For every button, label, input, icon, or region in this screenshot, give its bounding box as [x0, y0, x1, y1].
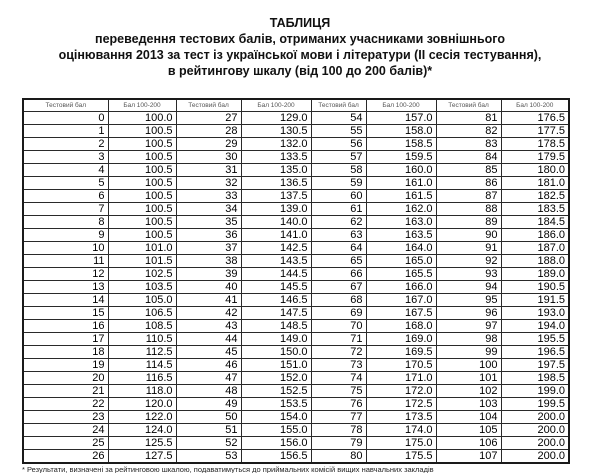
scale-score-cell: 103.5: [108, 281, 176, 294]
test-score-cell: 69: [311, 307, 366, 320]
table-row: [23, 346, 569, 359]
test-score-cell: 48: [176, 385, 241, 398]
scale-score-cell: 187.0: [501, 242, 569, 255]
test-score-cell: 93: [436, 268, 501, 281]
test-score-cell: 21: [23, 385, 108, 398]
test-score-cell: 40: [176, 281, 241, 294]
scale-score-cell: 122.0: [108, 411, 176, 424]
table-row: [23, 333, 569, 346]
scale-score-cell: 139.0: [241, 203, 311, 216]
test-score-cell: 86: [436, 177, 501, 190]
scale-score-cell: 149.0: [241, 333, 311, 346]
test-score-cell: 54: [311, 112, 366, 125]
test-score-cell: 80: [311, 450, 366, 464]
table-row: [23, 359, 569, 372]
test-score-cell: 102: [436, 385, 501, 398]
scale-score-cell: 148.5: [241, 320, 311, 333]
scale-score-cell: 100.5: [108, 138, 176, 151]
test-score-cell: 49: [176, 398, 241, 411]
scale-score-cell: 158.5: [366, 138, 436, 151]
test-score-cell: 64: [311, 242, 366, 255]
scale-score-cell: 100.0: [108, 112, 176, 125]
test-score-cell: 25: [23, 437, 108, 450]
test-score-cell: 107: [436, 450, 501, 464]
test-score-cell: 75: [311, 385, 366, 398]
test-score-cell: 61: [311, 203, 366, 216]
scale-score-cell: 100.5: [108, 177, 176, 190]
test-score-cell: 8: [23, 216, 108, 229]
scale-score-cell: 167.0: [366, 294, 436, 307]
test-score-cell: 29: [176, 138, 241, 151]
table-row: [23, 398, 569, 411]
scale-score-cell: 160.0: [366, 164, 436, 177]
table-row: [23, 242, 569, 255]
footnote: * Результати, визначені за рейтинговою шкалою, подаватимуться до приймальних комісій вищих навчальних закладів: [22, 465, 434, 473]
test-score-cell: 97: [436, 320, 501, 333]
test-score-cell: 59: [311, 177, 366, 190]
table-row: [23, 203, 569, 216]
scale-score-cell: 124.0: [108, 424, 176, 437]
test-score-cell: 20: [23, 372, 108, 385]
test-score-cell: 24: [23, 424, 108, 437]
test-score-cell: 73: [311, 359, 366, 372]
test-score-cell: 60: [311, 190, 366, 203]
scale-score-cell: 152.5: [241, 385, 311, 398]
scale-score-cell: 186.0: [501, 229, 569, 242]
scale-score-cell: 100.5: [108, 125, 176, 138]
scale-score-cell: 195.5: [501, 333, 569, 346]
test-score-cell: 87: [436, 190, 501, 203]
scale-score-cell: 159.5: [366, 151, 436, 164]
table-row: [23, 125, 569, 138]
table-row: [23, 177, 569, 190]
scale-score-cell: 180.0: [501, 164, 569, 177]
table-row: [23, 424, 569, 437]
table-row: [23, 372, 569, 385]
scale-score-cell: 163.0: [366, 216, 436, 229]
scale-score-cell: 143.5: [241, 255, 311, 268]
scale-score-cell: 169.0: [366, 333, 436, 346]
scale-score-cell: 105.0: [108, 294, 176, 307]
scale-score-cell: 181.0: [501, 177, 569, 190]
test-score-cell: 10: [23, 242, 108, 255]
test-score-cell: 83: [436, 138, 501, 151]
scale-score-cell: 197.5: [501, 359, 569, 372]
test-score-cell: 99: [436, 346, 501, 359]
scale-score-cell: 200.0: [501, 411, 569, 424]
test-score-cell: 84: [436, 151, 501, 164]
test-score-cell: 15: [23, 307, 108, 320]
scale-score-cell: 200.0: [501, 424, 569, 437]
test-score-cell: 46: [176, 359, 241, 372]
header-test-score-0: Тестовий бал: [23, 99, 108, 112]
test-score-cell: 88: [436, 203, 501, 216]
scale-score-cell: 116.5: [108, 372, 176, 385]
scale-score-cell: 194.0: [501, 320, 569, 333]
scale-score-cell: 112.5: [108, 346, 176, 359]
scale-score-cell: 100.5: [108, 190, 176, 203]
scale-score-cell: 114.5: [108, 359, 176, 372]
scale-score-cell: 169.5: [366, 346, 436, 359]
test-score-cell: 56: [311, 138, 366, 151]
test-score-cell: 4: [23, 164, 108, 177]
scale-score-cell: 125.5: [108, 437, 176, 450]
scale-score-cell: 154.0: [241, 411, 311, 424]
test-score-cell: 14: [23, 294, 108, 307]
scale-score-cell: 132.0: [241, 138, 311, 151]
test-score-cell: 18: [23, 346, 108, 359]
test-score-cell: 16: [23, 320, 108, 333]
test-score-cell: 68: [311, 294, 366, 307]
test-score-cell: 67: [311, 281, 366, 294]
scale-score-cell: 161.5: [366, 190, 436, 203]
test-score-cell: 37: [176, 242, 241, 255]
scale-score-cell: 100.5: [108, 216, 176, 229]
test-score-cell: 70: [311, 320, 366, 333]
test-score-cell: 12: [23, 268, 108, 281]
scale-score-cell: 165.5: [366, 268, 436, 281]
test-score-cell: 58: [311, 164, 366, 177]
test-score-cell: 23: [23, 411, 108, 424]
scale-score-cell: 190.5: [501, 281, 569, 294]
table-row: [23, 164, 569, 177]
test-score-cell: 9: [23, 229, 108, 242]
scale-score-cell: 110.5: [108, 333, 176, 346]
scale-score-cell: 198.5: [501, 372, 569, 385]
test-score-cell: 79: [311, 437, 366, 450]
table-row: [23, 216, 569, 229]
scale-score-cell: 171.0: [366, 372, 436, 385]
test-score-cell: 5: [23, 177, 108, 190]
scale-score-cell: 161.0: [366, 177, 436, 190]
test-score-cell: 81: [436, 112, 501, 125]
test-score-cell: 22: [23, 398, 108, 411]
scale-score-cell: 182.5: [501, 190, 569, 203]
score-conversion-table: [22, 98, 570, 464]
scale-score-cell: 155.0: [241, 424, 311, 437]
test-score-cell: 98: [436, 333, 501, 346]
test-score-cell: 100: [436, 359, 501, 372]
table-row: [23, 112, 569, 125]
scale-score-cell: 163.5: [366, 229, 436, 242]
scale-score-cell: 172.5: [366, 398, 436, 411]
test-score-cell: 13: [23, 281, 108, 294]
header-test-score-3: Тестовий бал: [436, 99, 501, 112]
scale-score-cell: 166.0: [366, 281, 436, 294]
test-score-cell: 39: [176, 268, 241, 281]
header-scale-score-0: Бал 100-200: [108, 99, 176, 112]
table-row: [23, 294, 569, 307]
scale-score-cell: 200.0: [501, 437, 569, 450]
scale-score-cell: 164.0: [366, 242, 436, 255]
scale-score-cell: 101.5: [108, 255, 176, 268]
test-score-cell: 45: [176, 346, 241, 359]
scale-score-cell: 135.0: [241, 164, 311, 177]
document-page: [0, 15, 600, 473]
test-score-cell: 63: [311, 229, 366, 242]
test-score-cell: 72: [311, 346, 366, 359]
scale-score-cell: 102.5: [108, 268, 176, 281]
scale-score-cell: 147.5: [241, 307, 311, 320]
test-score-cell: 11: [23, 255, 108, 268]
test-score-cell: 34: [176, 203, 241, 216]
table-header-row: [23, 99, 569, 112]
table-row: [23, 411, 569, 424]
scale-score-cell: 151.0: [241, 359, 311, 372]
test-score-cell: 50: [176, 411, 241, 424]
header-scale-score-3: Бал 100-200: [501, 99, 569, 112]
test-score-cell: 74: [311, 372, 366, 385]
test-score-cell: 90: [436, 229, 501, 242]
test-score-cell: 55: [311, 125, 366, 138]
table-row: [23, 138, 569, 151]
test-score-cell: 44: [176, 333, 241, 346]
table-row: [23, 229, 569, 242]
test-score-cell: 30: [176, 151, 241, 164]
scale-score-cell: 153.5: [241, 398, 311, 411]
test-score-cell: 96: [436, 307, 501, 320]
scale-score-cell: 130.5: [241, 125, 311, 138]
scale-score-cell: 165.0: [366, 255, 436, 268]
scale-score-cell: 168.0: [366, 320, 436, 333]
scale-score-cell: 157.0: [366, 112, 436, 125]
scale-score-cell: 156.0: [241, 437, 311, 450]
test-score-cell: 1: [23, 125, 108, 138]
scale-score-cell: 179.5: [501, 151, 569, 164]
scale-score-cell: 108.5: [108, 320, 176, 333]
test-score-cell: 57: [311, 151, 366, 164]
table-row: [23, 437, 569, 450]
title-line-2: переведення тестових балів, отриманих учасниками зовнішнього: [95, 32, 505, 46]
scale-score-cell: 175.5: [366, 450, 436, 464]
test-score-cell: 27: [176, 112, 241, 125]
test-score-cell: 66: [311, 268, 366, 281]
test-score-cell: 78: [311, 424, 366, 437]
test-score-cell: 106: [436, 437, 501, 450]
scale-score-cell: 177.5: [501, 125, 569, 138]
scale-score-cell: 144.5: [241, 268, 311, 281]
title-line-4: в рейтингову шкалу (від 100 до 200 балів)*: [167, 64, 433, 78]
scale-score-cell: 193.0: [501, 307, 569, 320]
test-score-cell: 7: [23, 203, 108, 216]
scale-score-cell: 172.0: [366, 385, 436, 398]
scale-score-cell: 170.5: [366, 359, 436, 372]
test-score-cell: 101: [436, 372, 501, 385]
test-score-cell: 32: [176, 177, 241, 190]
scale-score-cell: 106.5: [108, 307, 176, 320]
scale-score-cell: 133.5: [241, 151, 311, 164]
test-score-cell: 0: [23, 112, 108, 125]
scale-score-cell: 101.0: [108, 242, 176, 255]
scale-score-cell: 173.5: [366, 411, 436, 424]
test-score-cell: 33: [176, 190, 241, 203]
test-score-cell: 47: [176, 372, 241, 385]
test-score-cell: 42: [176, 307, 241, 320]
table-row: [23, 385, 569, 398]
scale-score-cell: 156.5: [241, 450, 311, 464]
header-test-score-1: Тестовий бал: [176, 99, 241, 112]
test-score-cell: 77: [311, 411, 366, 424]
title-line-3: оцінювання 2013 за тест із української мови і літератури (ІІ сесія тестування),: [58, 48, 542, 62]
scale-score-cell: 183.5: [501, 203, 569, 216]
title-line-1: ТАБЛИЦЯ: [269, 16, 331, 30]
scale-score-cell: 191.5: [501, 294, 569, 307]
scale-score-cell: 167.5: [366, 307, 436, 320]
test-score-cell: 65: [311, 255, 366, 268]
scale-score-cell: 178.5: [501, 138, 569, 151]
header-test-score-2: Тестовий бал: [311, 99, 366, 112]
table-row: [23, 255, 569, 268]
scale-score-cell: 118.0: [108, 385, 176, 398]
scale-score-cell: 162.0: [366, 203, 436, 216]
test-score-cell: 41: [176, 294, 241, 307]
scale-score-cell: 100.5: [108, 151, 176, 164]
test-score-cell: 95: [436, 294, 501, 307]
scale-score-cell: 100.5: [108, 203, 176, 216]
scale-score-cell: 120.0: [108, 398, 176, 411]
scale-score-cell: 158.0: [366, 125, 436, 138]
test-score-cell: 6: [23, 190, 108, 203]
test-score-cell: 3: [23, 151, 108, 164]
scale-score-cell: 142.5: [241, 242, 311, 255]
header-scale-score-2: Бал 100-200: [366, 99, 436, 112]
table-row: [23, 307, 569, 320]
test-score-cell: 35: [176, 216, 241, 229]
test-score-cell: 82: [436, 125, 501, 138]
test-score-cell: 94: [436, 281, 501, 294]
scale-score-cell: 200.0: [501, 450, 569, 464]
scale-score-cell: 136.5: [241, 177, 311, 190]
document-title: [0, 15, 600, 79]
test-score-cell: 105: [436, 424, 501, 437]
test-score-cell: 92: [436, 255, 501, 268]
scale-score-cell: 146.5: [241, 294, 311, 307]
scale-score-cell: 129.0: [241, 112, 311, 125]
scale-score-cell: 189.0: [501, 268, 569, 281]
scale-score-cell: 140.0: [241, 216, 311, 229]
table-row: [23, 320, 569, 333]
scale-score-cell: 184.5: [501, 216, 569, 229]
scale-score-cell: 152.0: [241, 372, 311, 385]
test-score-cell: 104: [436, 411, 501, 424]
scale-score-cell: 150.0: [241, 346, 311, 359]
scale-score-cell: 196.5: [501, 346, 569, 359]
table-row: [23, 151, 569, 164]
test-score-cell: 52: [176, 437, 241, 450]
test-score-cell: 103: [436, 398, 501, 411]
scale-score-cell: 141.0: [241, 229, 311, 242]
table-row: [23, 190, 569, 203]
table-row: [23, 268, 569, 281]
test-score-cell: 89: [436, 216, 501, 229]
test-score-cell: 91: [436, 242, 501, 255]
scale-score-cell: 100.5: [108, 229, 176, 242]
scale-score-cell: 174.0: [366, 424, 436, 437]
test-score-cell: 28: [176, 125, 241, 138]
test-score-cell: 71: [311, 333, 366, 346]
test-score-cell: 51: [176, 424, 241, 437]
test-score-cell: 85: [436, 164, 501, 177]
scale-score-cell: 127.5: [108, 450, 176, 464]
table-row: [23, 450, 569, 464]
table-row: [23, 281, 569, 294]
test-score-cell: 26: [23, 450, 108, 464]
test-score-cell: 19: [23, 359, 108, 372]
scale-score-cell: 199.0: [501, 385, 569, 398]
scale-score-cell: 188.0: [501, 255, 569, 268]
scale-score-cell: 145.5: [241, 281, 311, 294]
test-score-cell: 43: [176, 320, 241, 333]
test-score-cell: 2: [23, 138, 108, 151]
scale-score-cell: 137.5: [241, 190, 311, 203]
scale-score-cell: 100.5: [108, 164, 176, 177]
test-score-cell: 17: [23, 333, 108, 346]
test-score-cell: 38: [176, 255, 241, 268]
scale-score-cell: 199.5: [501, 398, 569, 411]
test-score-cell: 62: [311, 216, 366, 229]
test-score-cell: 76: [311, 398, 366, 411]
scale-score-cell: 175.0: [366, 437, 436, 450]
test-score-cell: 53: [176, 450, 241, 464]
test-score-cell: 31: [176, 164, 241, 177]
header-scale-score-1: Бал 100-200: [241, 99, 311, 112]
scale-score-cell: 176.5: [501, 112, 569, 125]
test-score-cell: 36: [176, 229, 241, 242]
